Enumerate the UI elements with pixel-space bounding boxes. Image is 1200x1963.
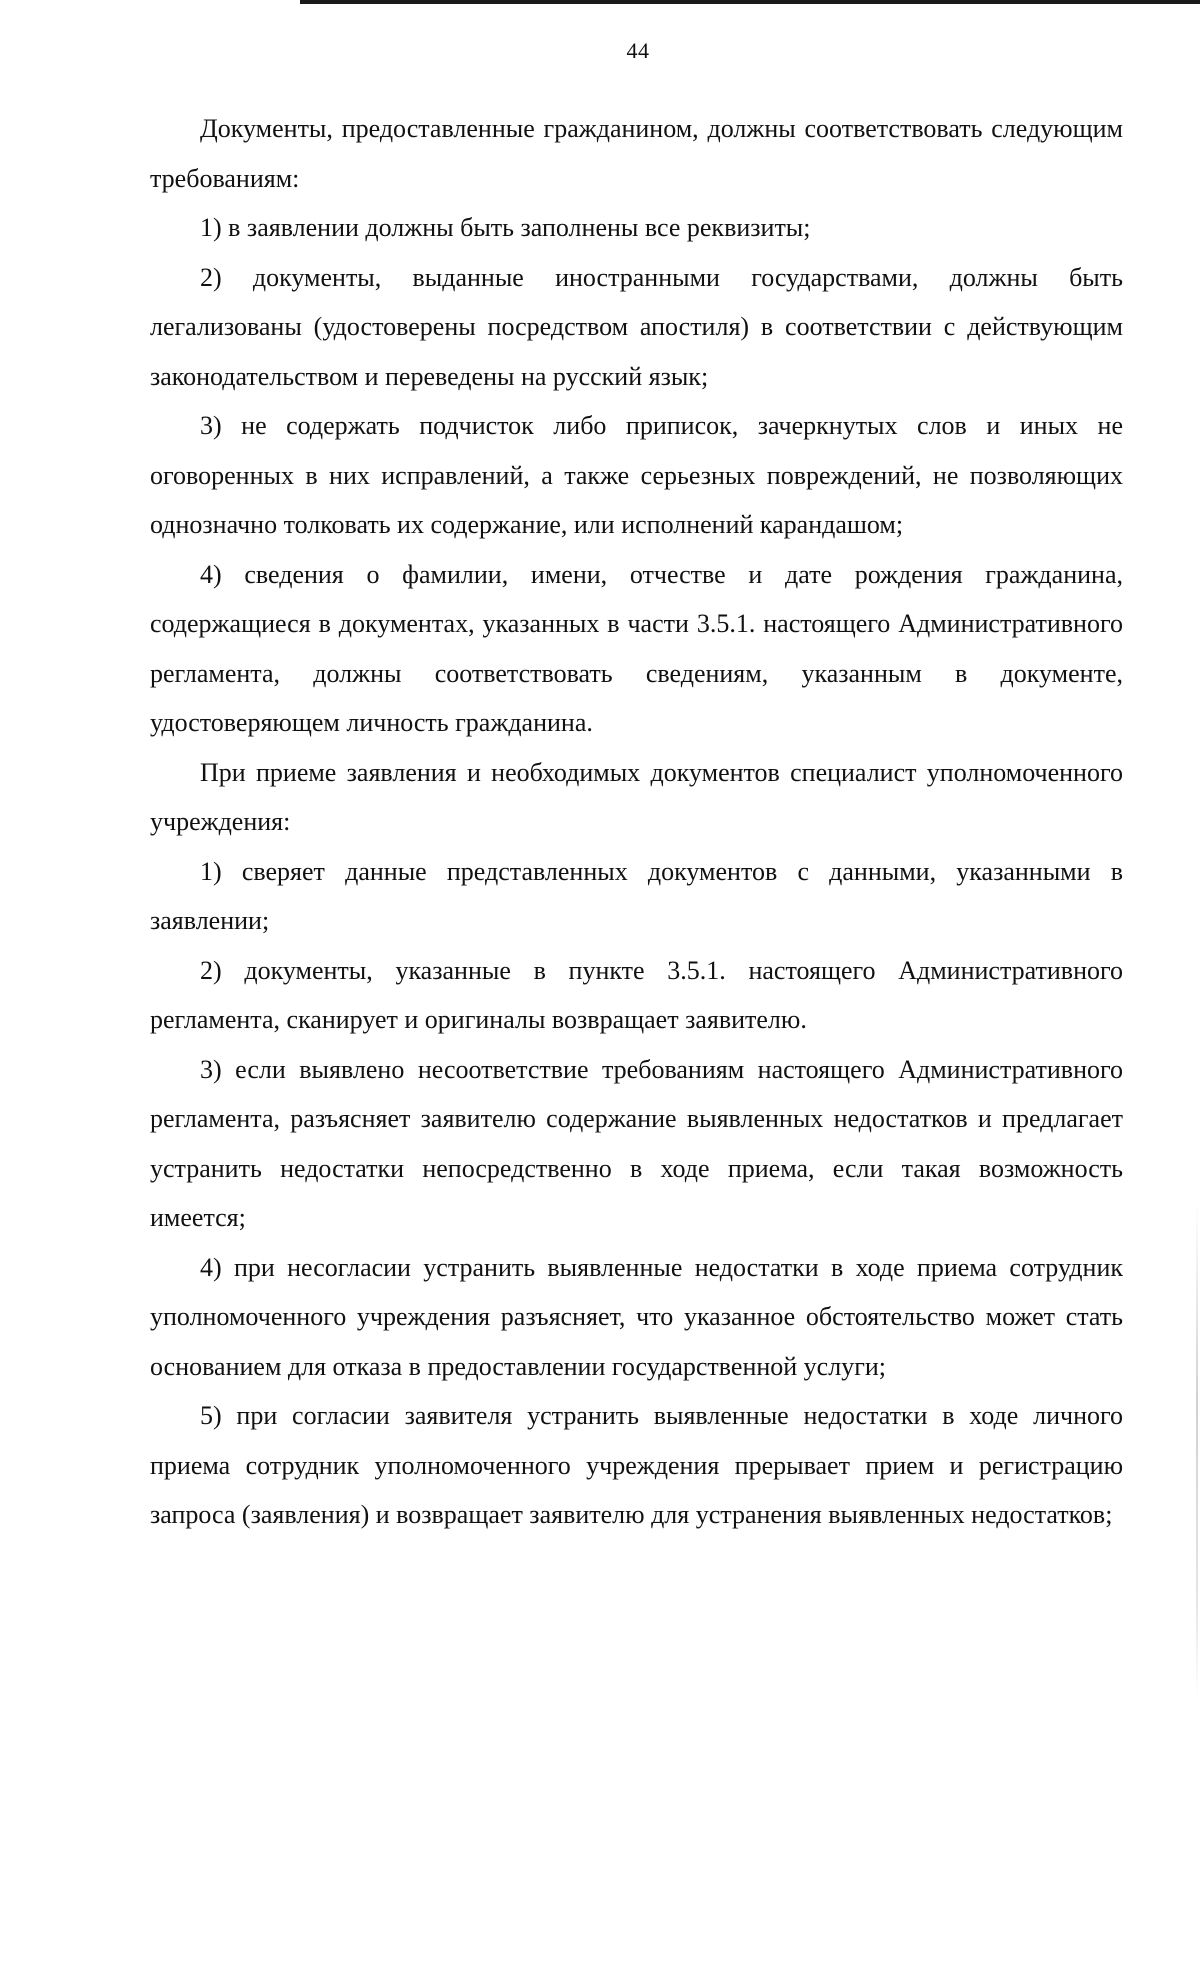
paragraph-requirements-intro: Документы, предоставленные гражданином, должны соответствовать следующим требованиям: bbox=[150, 114, 1123, 193]
paragraph-reception-5: 5) при согласии заявителя устранить выявленные недостатки в ходе личного приема сотрудник уполномоченного учреждения прерывает прием и регистрацию запроса (заявления) и возвращает заявителю для устранения выявленных недостатков; bbox=[150, 1401, 1123, 1529]
paragraph-requirement-1: 1) в заявлении должны быть заполнены все реквизиты; bbox=[200, 213, 811, 242]
scan-top-border bbox=[300, 0, 1200, 4]
scan-right-edge bbox=[1196, 1200, 1198, 1700]
paragraph-reception-3: 3) если выявлено несоответствие требованиям настоящего Административного регламента, разъясняет заявителю содержание выявленных недостатков и предлагает устранить недостатки непосредственно в ходе приема, если такая возможность имеется; bbox=[150, 1054, 1123, 1232]
paragraph-requirement-3: 3) не содержать подчисток либо приписок, зачеркнутых слов и иных не оговоренных в них исправлений, а также серьезных повреждений, не позволяющих однозначно толковать их содержание, или исполнений карандашом; bbox=[150, 411, 1123, 539]
paragraph-requirement-4: 4) сведения о фамилии, имени, отчестве и дате рождения гражданина, содержащиеся в документах, указанных в части 3.5.1. настоящего Административного регламента, должны соответствовать сведениям, указанным в документе, удостоверяющем личность гражданина. bbox=[150, 559, 1123, 737]
page-number: 44 bbox=[626, 38, 650, 63]
paragraph-reception-2: 2) документы, указанные в пункте 3.5.1. настоящего Административного регламента, сканирует и оригиналы возвращает заявителю. bbox=[150, 955, 1123, 1034]
paragraph-reception-1: 1) сверяет данные представленных документов с данными, указанными в заявлении; bbox=[150, 856, 1123, 935]
paragraph-reception-intro: При приеме заявления и необходимых документов специалист уполномоченного учреждения: bbox=[150, 757, 1123, 836]
paragraph-reception-4: 4) при несогласии устранить выявленные недостатки в ходе приема сотрудник уполномоченного учреждения разъясняет, что указанное обстоятельство может стать основанием для отказа в предоставлении государственной услуги; bbox=[150, 1252, 1123, 1381]
document-body bbox=[150, 104, 1123, 1540]
paragraph-requirement-2: 2) документы, выданные иностранными государствами, должны быть легализованы (удостоверены посредством апостиля) в соответствии с действующим законодательством и переведены на русский язык; bbox=[150, 262, 1123, 391]
